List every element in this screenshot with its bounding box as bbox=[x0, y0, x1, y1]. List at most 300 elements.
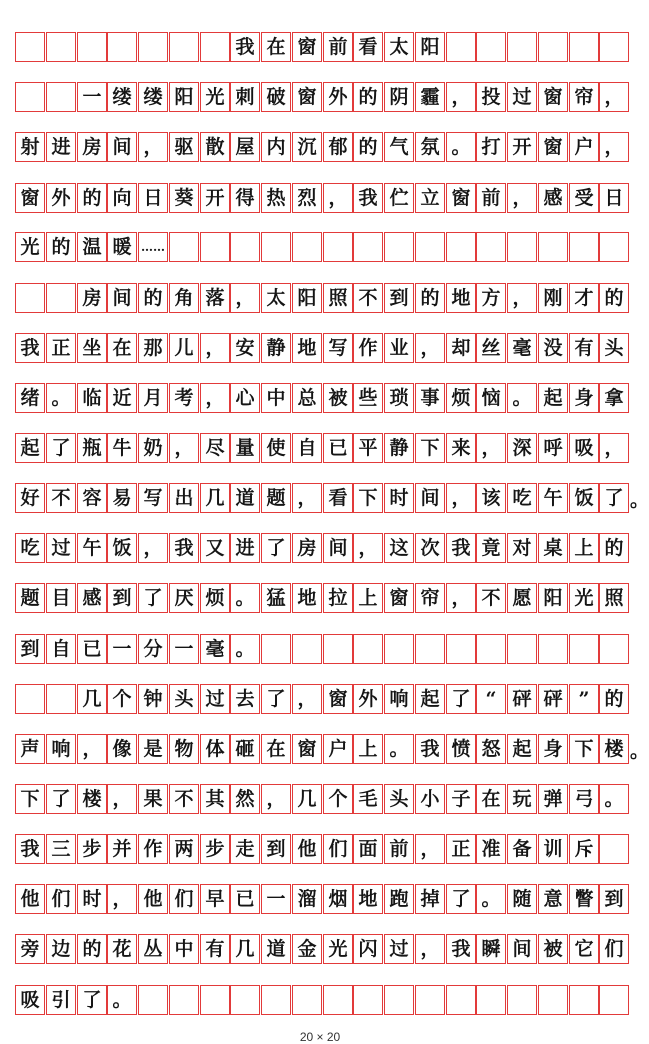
grid-cell-empty bbox=[353, 232, 383, 262]
grid-cell-char: 一 bbox=[107, 634, 137, 664]
grid-cell-char: 。 bbox=[446, 132, 476, 162]
grid-cell-char: 他 bbox=[292, 834, 322, 864]
grid-cell-char: 下 bbox=[353, 483, 383, 513]
grid-row bbox=[0, 583, 640, 613]
grid-cell-char: ， bbox=[507, 183, 537, 213]
grid-cell-char: ， bbox=[415, 333, 445, 363]
grid-cell-char: 自 bbox=[46, 634, 76, 664]
grid-cell-char: 掉 bbox=[415, 884, 445, 914]
grid-cell-char: 然 bbox=[230, 784, 260, 814]
grid-cell-char: 题 bbox=[15, 583, 45, 613]
grid-cell-char: 道 bbox=[230, 483, 260, 513]
grid-cell-char: 落 bbox=[200, 283, 230, 313]
grid-cell-char: 下 bbox=[415, 433, 445, 463]
grid-cell-char: 中 bbox=[261, 383, 291, 413]
grid-cell-empty bbox=[323, 634, 353, 664]
grid-cell-char: 临 bbox=[77, 383, 107, 413]
grid-cell-char: 到 bbox=[107, 583, 137, 613]
grid-cell-char: ， bbox=[446, 583, 476, 613]
grid-cell-char: 近 bbox=[107, 383, 137, 413]
grid-cell-char: 过 bbox=[507, 82, 537, 112]
grid-cell-char: 不 bbox=[46, 483, 76, 513]
grid-cell-char: 房 bbox=[292, 533, 322, 563]
grid-cell-char: 一 bbox=[261, 884, 291, 914]
grid-cell-char: 窗 bbox=[323, 684, 353, 714]
grid-cell-char: 郁 bbox=[323, 132, 353, 162]
grid-cell-char: 前 bbox=[384, 834, 414, 864]
grid-cell-char: 奶 bbox=[138, 433, 168, 463]
grid-cell-empty bbox=[323, 985, 353, 1015]
grid-cell-char: 来 bbox=[446, 433, 476, 463]
grid-cell-char: 在 bbox=[261, 32, 291, 62]
grid-cell-char: 愿 bbox=[507, 583, 537, 613]
grid-cell-char: 吸 bbox=[15, 985, 45, 1015]
grid-cell-char: 了 bbox=[46, 433, 76, 463]
grid-cell-char: 光 bbox=[15, 232, 45, 262]
grid-cell-char: 瞥 bbox=[569, 884, 599, 914]
grid-cell-char: ， bbox=[599, 433, 629, 463]
grid-cell-char: 。 bbox=[230, 634, 260, 664]
grid-cell-char: 们 bbox=[169, 884, 199, 914]
grid-cell-char: ， bbox=[169, 433, 199, 463]
grid-cell-char: 作 bbox=[138, 834, 168, 864]
grid-cell-char: 写 bbox=[138, 483, 168, 513]
grid-cell-char: 到 bbox=[261, 834, 291, 864]
grid-cell-char: 气 bbox=[384, 132, 414, 162]
grid-cell-char: 感 bbox=[77, 583, 107, 613]
grid-cell-char: 了 bbox=[261, 533, 291, 563]
grid-cell-char: 前 bbox=[476, 183, 506, 213]
grid-cell-char: 我 bbox=[15, 333, 45, 363]
grid-cell-char: 目 bbox=[46, 583, 76, 613]
grid-cell-char: 题 bbox=[261, 483, 291, 513]
grid-cell-char: 被 bbox=[323, 383, 353, 413]
grid-cell-char: 砰 bbox=[507, 684, 537, 714]
grid-cell-empty bbox=[15, 82, 45, 112]
grid-cell-char: 几 bbox=[77, 684, 107, 714]
grid-cell-char: ， bbox=[415, 934, 445, 964]
grid-cell-char: 头 bbox=[169, 684, 199, 714]
grid-cell-char: 葵 bbox=[169, 183, 199, 213]
grid-cell-char: 怒 bbox=[476, 734, 506, 764]
grid-cell-char: “ bbox=[476, 684, 506, 714]
grid-cell-empty bbox=[384, 985, 414, 1015]
grid-cell-char: 地 bbox=[292, 333, 322, 363]
grid-cell-char: 烟 bbox=[323, 884, 353, 914]
grid-cell-char: 坐 bbox=[77, 333, 107, 363]
grid-cell-char: 瓶 bbox=[77, 433, 107, 463]
grid-cell-char: 缕 bbox=[107, 82, 137, 112]
grid-cell-char: 了 bbox=[77, 985, 107, 1015]
grid-cell-char: 得 bbox=[230, 183, 260, 213]
grid-cell-char: …… bbox=[138, 232, 168, 262]
grid-cell-char: 前 bbox=[323, 32, 353, 62]
grid-cell-empty bbox=[599, 232, 629, 262]
grid-cell-char: 个 bbox=[323, 784, 353, 814]
grid-cell-char: ， bbox=[200, 333, 230, 363]
grid-cell-char: 窗 bbox=[538, 132, 568, 162]
grid-cell-empty bbox=[261, 985, 291, 1015]
grid-cell-char: 霾 bbox=[415, 82, 445, 112]
grid-cell-char: ， bbox=[230, 283, 260, 313]
grid-cell-char: 考 bbox=[169, 383, 199, 413]
grid-cell-char: 使 bbox=[261, 433, 291, 463]
grid-cell-empty bbox=[46, 684, 76, 714]
grid-cell-empty bbox=[599, 32, 629, 62]
grid-cell-char: 猛 bbox=[261, 583, 291, 613]
grid-cell-char: ， bbox=[415, 834, 445, 864]
grid-cell-char: 。 bbox=[476, 884, 506, 914]
grid-cell-empty bbox=[569, 232, 599, 262]
grid-cell-empty bbox=[446, 232, 476, 262]
grid-cell-char: 阳 bbox=[292, 283, 322, 313]
grid-cell-char: 像 bbox=[107, 734, 137, 764]
grid-cell-char: 它 bbox=[569, 934, 599, 964]
grid-cell-char: 太 bbox=[261, 283, 291, 313]
grid-cell-char: 到 bbox=[599, 884, 629, 914]
grid-cell-char: 平 bbox=[353, 433, 383, 463]
grid-cell-char: 下 bbox=[569, 734, 599, 764]
grid-cell-char: 该 bbox=[476, 483, 506, 513]
grid-cell-char: 地 bbox=[446, 283, 476, 313]
grid-cell-char: 走 bbox=[230, 834, 260, 864]
grid-cell-char: 已 bbox=[323, 433, 353, 463]
grid-cell-char: 屋 bbox=[230, 132, 260, 162]
grid-cell-char: 光 bbox=[323, 934, 353, 964]
grid-cell-char: 已 bbox=[77, 634, 107, 664]
grid-row bbox=[0, 634, 640, 664]
grid-cell-char: 日 bbox=[599, 183, 629, 213]
grid-cell-char: 不 bbox=[353, 283, 383, 313]
grid-cell-char: 花 bbox=[107, 934, 137, 964]
overflow-punctuation: 。 bbox=[630, 488, 649, 511]
grid-cell-char: 毛 bbox=[353, 784, 383, 814]
grid-cell-char: ， bbox=[292, 684, 322, 714]
grid-cell-char: 我 bbox=[415, 734, 445, 764]
grid-cell-char: 这 bbox=[384, 533, 414, 563]
grid-cell-char: 训 bbox=[538, 834, 568, 864]
grid-cell-char: 我 bbox=[169, 533, 199, 563]
grid-cell-char: 破 bbox=[261, 82, 291, 112]
grid-cell-empty bbox=[138, 985, 168, 1015]
grid-cell-char: 在 bbox=[476, 784, 506, 814]
grid-cell-char: 的 bbox=[77, 934, 107, 964]
grid-cell-char: 投 bbox=[476, 82, 506, 112]
grid-cell-char: 毫 bbox=[507, 333, 537, 363]
grid-cell-char: 烈 bbox=[292, 183, 322, 213]
grid-cell-char: 了 bbox=[46, 784, 76, 814]
grid-row bbox=[0, 132, 640, 162]
grid-cell-char: 写 bbox=[323, 333, 353, 363]
grid-cell-char: 身 bbox=[538, 734, 568, 764]
grid-cell-empty bbox=[569, 634, 599, 664]
grid-row bbox=[0, 82, 640, 112]
grid-cell-char: 静 bbox=[384, 433, 414, 463]
grid-cell-char: 其 bbox=[200, 784, 230, 814]
grid-cell-char: 过 bbox=[46, 533, 76, 563]
grid-cell-char: 氛 bbox=[415, 132, 445, 162]
grid-cell-char: 上 bbox=[353, 583, 383, 613]
grid-cell-char: 却 bbox=[446, 333, 476, 363]
grid-cell-char: 金 bbox=[292, 934, 322, 964]
grid-cell-char: 楼 bbox=[599, 734, 629, 764]
grid-cell-char: 感 bbox=[538, 183, 568, 213]
grid-cell-char: ， bbox=[323, 183, 353, 213]
grid-cell-char: 步 bbox=[200, 834, 230, 864]
grid-cell-char: ， bbox=[292, 483, 322, 513]
grid-row bbox=[0, 433, 640, 463]
grid-cell-char: 起 bbox=[415, 684, 445, 714]
grid-cell-char: 窗 bbox=[15, 183, 45, 213]
grid-cell-char: 了 bbox=[446, 884, 476, 914]
grid-cell-char: 缕 bbox=[138, 82, 168, 112]
grid-cell-empty bbox=[507, 985, 537, 1015]
grid-cell-char: 道 bbox=[261, 934, 291, 964]
grid-cell-char: 响 bbox=[384, 684, 414, 714]
grid-cell-char: 过 bbox=[200, 684, 230, 714]
grid-cell-char: 的 bbox=[138, 283, 168, 313]
grid-cell-char: 拿 bbox=[599, 383, 629, 413]
grid-cell-char: 看 bbox=[353, 32, 383, 62]
grid-cell-char: 步 bbox=[77, 834, 107, 864]
grid-cell-char: 已 bbox=[230, 884, 260, 914]
grid-cell-empty bbox=[46, 82, 76, 112]
grid-cell-char: 窗 bbox=[292, 734, 322, 764]
grid-cell-char: 边 bbox=[46, 934, 76, 964]
grid-size-label: 20 × 20 bbox=[299, 1030, 341, 1044]
grid-cell-char: ， bbox=[446, 483, 476, 513]
grid-cell-char: 儿 bbox=[169, 333, 199, 363]
grid-cell-char: 午 bbox=[77, 533, 107, 563]
grid-cell-char: 间 bbox=[323, 533, 353, 563]
grid-cell-char: 帘 bbox=[569, 82, 599, 112]
grid-cell-empty bbox=[77, 32, 107, 62]
grid-cell-char: 容 bbox=[77, 483, 107, 513]
grid-cell-char: 砸 bbox=[230, 734, 260, 764]
grid-cell-char: 开 bbox=[507, 132, 537, 162]
grid-cell-char: 内 bbox=[261, 132, 291, 162]
grid-cell-empty bbox=[15, 283, 45, 313]
grid-cell-char: 自 bbox=[292, 433, 322, 463]
grid-cell-char: 又 bbox=[200, 533, 230, 563]
grid-cell-char: 。 bbox=[599, 784, 629, 814]
grid-cell-empty bbox=[446, 32, 476, 62]
grid-cell-char: ， bbox=[138, 132, 168, 162]
grid-cell-char: 几 bbox=[230, 934, 260, 964]
grid-cell-char: 太 bbox=[384, 32, 414, 62]
grid-cell-char: 窗 bbox=[384, 583, 414, 613]
grid-cell-char: 阳 bbox=[415, 32, 445, 62]
title-row bbox=[0, 32, 640, 62]
grid-cell-char: 窗 bbox=[538, 82, 568, 112]
grid-cell-empty bbox=[538, 634, 568, 664]
grid-cell-empty bbox=[292, 985, 322, 1015]
grid-cell-char: ， bbox=[107, 884, 137, 914]
grid-cell-char: 时 bbox=[77, 884, 107, 914]
grid-cell-empty bbox=[200, 32, 230, 62]
grid-cell-char: 户 bbox=[323, 734, 353, 764]
grid-cell-char: 月 bbox=[138, 383, 168, 413]
grid-cell-char: 烦 bbox=[200, 583, 230, 613]
grid-cell-char: 的 bbox=[46, 232, 76, 262]
grid-cell-char: 斥 bbox=[569, 834, 599, 864]
grid-cell-char: 暖 bbox=[107, 232, 137, 262]
grid-cell-char: 不 bbox=[169, 784, 199, 814]
grid-cell-char: 不 bbox=[476, 583, 506, 613]
grid-cell-empty bbox=[599, 834, 629, 864]
grid-cell-char: 日 bbox=[138, 183, 168, 213]
grid-cell-char: 阴 bbox=[384, 82, 414, 112]
grid-cell-char: 溜 bbox=[292, 884, 322, 914]
grid-cell-empty bbox=[476, 634, 506, 664]
grid-cell-char: 吃 bbox=[507, 483, 537, 513]
grid-cell-char: 作 bbox=[353, 333, 383, 363]
grid-cell-char: 了 bbox=[599, 483, 629, 513]
grid-cell-empty bbox=[169, 232, 199, 262]
grid-cell-char: 在 bbox=[107, 333, 137, 363]
grid-cell-char: 安 bbox=[230, 333, 260, 363]
grid-cell-empty bbox=[46, 283, 76, 313]
grid-cell-char: 驱 bbox=[169, 132, 199, 162]
grid-cell-char: 准 bbox=[476, 834, 506, 864]
grid-cell-char: 有 bbox=[569, 333, 599, 363]
grid-cell-char: 光 bbox=[200, 82, 230, 112]
grid-cell-empty bbox=[415, 634, 445, 664]
grid-cell-empty bbox=[323, 232, 353, 262]
grid-cell-char: 我 bbox=[353, 183, 383, 213]
grid-cell-char: 们 bbox=[46, 884, 76, 914]
grid-cell-char: 静 bbox=[261, 333, 291, 363]
grid-cell-char: 几 bbox=[292, 784, 322, 814]
grid-cell-char: 了 bbox=[446, 684, 476, 714]
grid-cell-char: 的 bbox=[599, 684, 629, 714]
grid-cell-char: 间 bbox=[107, 132, 137, 162]
grid-cell-char: 体 bbox=[200, 734, 230, 764]
grid-cell-empty bbox=[476, 232, 506, 262]
grid-cell-char: 恼 bbox=[476, 383, 506, 413]
grid-cell-char: 受 bbox=[569, 183, 599, 213]
grid-cell-char: 并 bbox=[107, 834, 137, 864]
grid-cell-char: 丝 bbox=[476, 333, 506, 363]
grid-cell-char: 丛 bbox=[138, 934, 168, 964]
grid-row bbox=[0, 283, 640, 313]
grid-cell-char: 烦 bbox=[446, 383, 476, 413]
grid-cell-char: 中 bbox=[169, 934, 199, 964]
grid-cell-empty bbox=[415, 985, 445, 1015]
grid-cell-empty bbox=[200, 232, 230, 262]
grid-cell-empty bbox=[353, 634, 383, 664]
grid-cell-char: 阳 bbox=[538, 583, 568, 613]
grid-cell-empty bbox=[230, 232, 260, 262]
grid-cell-char: 一 bbox=[77, 82, 107, 112]
grid-cell-char: 才 bbox=[569, 283, 599, 313]
grid-cell-char: 外 bbox=[46, 183, 76, 213]
grid-cell-char: ， bbox=[77, 734, 107, 764]
grid-cell-char: 分 bbox=[138, 634, 168, 664]
grid-cell-char: 到 bbox=[384, 283, 414, 313]
grid-cell-char: 没 bbox=[538, 333, 568, 363]
grid-cell-char: 小 bbox=[415, 784, 445, 814]
grid-cell-char: 刚 bbox=[538, 283, 568, 313]
grid-cell-char: 起 bbox=[538, 383, 568, 413]
grid-cell-char: 窗 bbox=[446, 183, 476, 213]
grid-cell-char: 下 bbox=[15, 784, 45, 814]
grid-row bbox=[0, 684, 640, 714]
grid-cell-char: 响 bbox=[46, 734, 76, 764]
grid-cell-char: 角 bbox=[169, 283, 199, 313]
grid-cell-char: 两 bbox=[169, 834, 199, 864]
grid-cell-empty bbox=[292, 232, 322, 262]
grid-cell-char: 呼 bbox=[538, 433, 568, 463]
grid-cell-char: 我 bbox=[230, 32, 260, 62]
grid-cell-char: 琐 bbox=[384, 383, 414, 413]
grid-cell-empty bbox=[538, 232, 568, 262]
grid-cell-empty bbox=[261, 232, 291, 262]
grid-cell-char: 立 bbox=[415, 183, 445, 213]
grid-cell-empty bbox=[507, 634, 537, 664]
grid-cell-char: 愤 bbox=[446, 734, 476, 764]
grid-cell-char: 正 bbox=[446, 834, 476, 864]
grid-cell-char: 的 bbox=[415, 283, 445, 313]
grid-cell-empty bbox=[15, 32, 45, 62]
grid-cell-char: 心 bbox=[230, 383, 260, 413]
grid-cell-char: 起 bbox=[15, 433, 45, 463]
overflow-punctuation: 。 bbox=[630, 739, 649, 762]
grid-cell-char: ， bbox=[507, 283, 537, 313]
grid-row bbox=[0, 333, 640, 363]
grid-cell-char: 他 bbox=[138, 884, 168, 914]
grid-cell-char: 旁 bbox=[15, 934, 45, 964]
grid-cell-empty bbox=[384, 634, 414, 664]
grid-cell-char: 刺 bbox=[230, 82, 260, 112]
grid-cell-empty bbox=[138, 32, 168, 62]
grid-cell-char: 地 bbox=[292, 583, 322, 613]
grid-cell-char: 量 bbox=[230, 433, 260, 463]
grid-cell-char: 我 bbox=[446, 533, 476, 563]
grid-cell-char: 毫 bbox=[200, 634, 230, 664]
grid-row bbox=[0, 232, 640, 262]
grid-cell-empty bbox=[507, 232, 537, 262]
grid-cell-char: 外 bbox=[323, 82, 353, 112]
grid-cell-char: 方 bbox=[476, 283, 506, 313]
grid-cell-char: 上 bbox=[353, 734, 383, 764]
grid-cell-empty bbox=[415, 232, 445, 262]
grid-cell-empty bbox=[446, 985, 476, 1015]
grid-cell-empty bbox=[230, 985, 260, 1015]
grid-cell-empty bbox=[476, 985, 506, 1015]
grid-cell-char: 的 bbox=[353, 82, 383, 112]
grid-cell-char: 阳 bbox=[169, 82, 199, 112]
grid-cell-char: 向 bbox=[107, 183, 137, 213]
grid-row bbox=[0, 183, 640, 213]
grid-cell-char: ， bbox=[476, 433, 506, 463]
grid-cell-char: 总 bbox=[292, 383, 322, 413]
grid-cell-char: 饭 bbox=[107, 533, 137, 563]
grid-cell-char: 伫 bbox=[384, 183, 414, 213]
grid-cell-char: ” bbox=[569, 684, 599, 714]
grid-cell-char: 帘 bbox=[415, 583, 445, 613]
grid-cell-char: 次 bbox=[415, 533, 445, 563]
grid-cell-empty bbox=[507, 32, 537, 62]
grid-cell-char: 出 bbox=[169, 483, 199, 513]
grid-cell-char: 照 bbox=[599, 583, 629, 613]
grid-cell-char: ， bbox=[200, 383, 230, 413]
grid-cell-char: 开 bbox=[200, 183, 230, 213]
grid-cell-char: 早 bbox=[200, 884, 230, 914]
grid-cell-char: 备 bbox=[507, 834, 537, 864]
grid-cell-char: 头 bbox=[384, 784, 414, 814]
grid-cell-char: 闪 bbox=[353, 934, 383, 964]
